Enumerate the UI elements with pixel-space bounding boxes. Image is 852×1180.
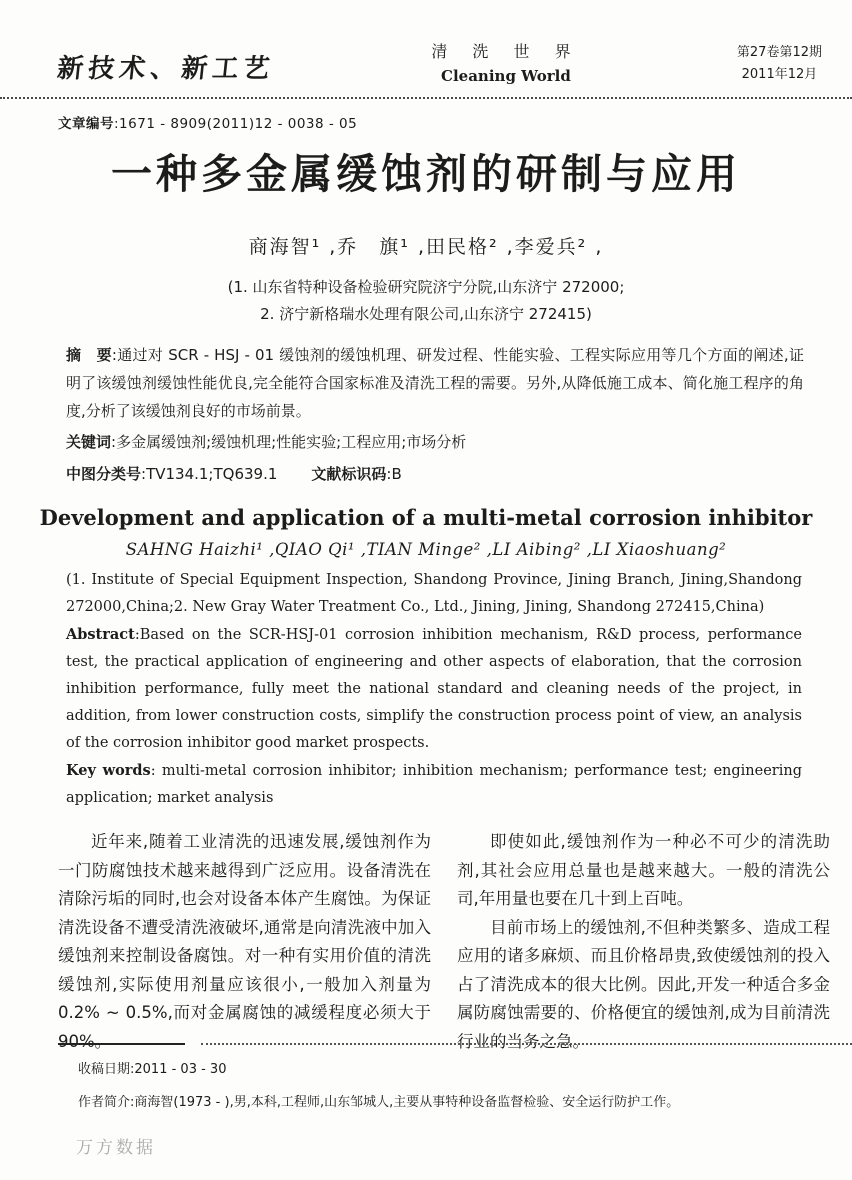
clc-value: :TV134.1;TQ639.1 — [141, 465, 278, 483]
affiliations-cn — [0, 274, 852, 328]
footnote-divider — [58, 1043, 852, 1045]
body-right-paragraph-1: 即使如此,缓蚀剂作为一种必不可少的清洗助剂,其社会应用总量也是越来越大。一般的清洗公司,年用量也要在几十到上百吨。 — [457, 832, 830, 908]
keywords-en-label: Key words — [66, 762, 151, 779]
abstract-en-text: :Based on the SCR-HSJ-01 corrosion inhibition mechanism, R&D process, performance test, the practical application of engineering and other aspects of elaboration, that the corrosion inhibition performance, fully meet the national standard and cleaning needs of the project, in addition, from lower construction costs, simplify the construction process point of view, an analysis of the corrosion inhibitor good market prospects. — [66, 627, 802, 751]
body-columns — [58, 828, 830, 1056]
keywords-cn — [66, 428, 804, 456]
author-bio: 作者简介:商海智(1973 - ),男,本科,工程师,山东邹城人,主要从事特种设备监督检验、安全运行防护工作。 — [78, 1095, 680, 1110]
doc-code-label: 文献标识码 — [311, 465, 387, 483]
abstract-en — [66, 621, 802, 757]
clc-label: 中图分类号 — [66, 465, 142, 483]
authors-en: SAHNG Haizhi¹ ,QIAO Qi¹ ,TIAN Minge² ,LI Aibing² ,LI Xiaoshuang² — [125, 540, 727, 559]
keywords-en — [66, 757, 802, 812]
article-number-value: :1671 - 8909(2011)12 - 0038 - 05 — [114, 116, 358, 132]
issue-date: 2011年12月 — [741, 67, 818, 82]
wanfang-watermark: 万方数据 — [76, 1138, 156, 1158]
abstract-en-label: Abstract — [66, 626, 135, 643]
affiliation-cn-1: (1. 山东省特种设备检验研究院济宁分院,山东济宁 272000; — [227, 278, 625, 296]
affiliation-en: (1. Institute of Special Equipment Inspection, Shandong Province, Jining Branch, Jining,Shandong 272000,China;2. New Gray Water Treatment Co., Ltd., Jining, Jining, Shandong 272415,China) — [66, 572, 802, 615]
authors-cn: 商海智¹ ,乔 旗¹ ,田民格² ,李爱兵² , — [248, 236, 604, 258]
article-number-line — [58, 112, 852, 132]
doc-code-value: :B — [386, 465, 402, 483]
journal-name-block — [431, 40, 580, 88]
issue-info — [737, 40, 822, 86]
body-right-paragraph-2: 目前市场上的缓蚀剂,不但种类繁多、造成工程应用的诸多麻烦、而且价格昂贵,致使缓蚀剂的投入占了清洗成本的很大比例。因此,开发一种适合多金属防腐蚀需要的、价格便宜的缓蚀剂,成为目前清洗行业的当务之急。 — [457, 917, 830, 1051]
received-date: 收稿日期:2011 - 03 - 30 — [78, 1062, 227, 1077]
keywords-cn-text: :多金属缓蚀剂;缓蚀机理;性能实验;工程应用;市场分析 — [111, 433, 467, 451]
journal-name-en: Cleaning World — [441, 67, 571, 85]
body-column-left — [58, 828, 431, 1056]
paper-title-en: Development and application of a multi-metal corrosion inhibitor — [39, 505, 813, 530]
masthead-brand: 新技术、新工艺 — [55, 54, 276, 84]
abstract-cn-text: :通过对 SCR - HSJ - 01 缓蚀剂的缓蚀机理、研发过程、性能实验、工程实际应用等几个方面的阐述,证明了该缓蚀剂缓蚀性能优良,完全能符合国家标准及清洗工程的需要。另外,从降低施工成本、简化施工程序的角度,分析了该缓蚀剂良好的市场前景。 — [66, 346, 804, 420]
keywords-cn-label: 关键词 — [66, 433, 112, 451]
journal-name-cn: 清 洗 世 界 — [431, 42, 581, 61]
body-column-right — [457, 828, 830, 1056]
journal-masthead — [0, 0, 852, 88]
body-left-paragraph-1: 近年来,随着工业清洗的迅速发展,缓蚀剂作为一门防腐蚀技术越来越得到广泛应用。设备清洗在清除污垢的同时,也会对设备本体产生腐蚀。为保证清洗设备不遭受清洗液破坏,通常是向清洗液中加入缓蚀剂来控制设备腐蚀。对一种有实用价值的清洗缓蚀剂,实际使用剂量应该很小,一般加入剂量为 0.2% ~ 0.5%,而对金属腐蚀的减缓程度必须大于 90%。 — [58, 832, 431, 1051]
footnote-divider-dotted — [201, 1043, 852, 1045]
paper-title-cn: 一种多金属缓蚀剂的研制与应用 — [111, 150, 741, 198]
masthead-divider — [0, 97, 852, 99]
abstract-cn-label: 摘 要 — [66, 346, 112, 364]
keywords-en-text: : multi-metal corrosion inhibitor; inhibition mechanism; performance test; engineering application; market analysis — [66, 763, 802, 806]
article-number-label: 文章编号 — [58, 116, 114, 132]
abstract-cn — [66, 341, 804, 425]
classification-line — [66, 460, 804, 488]
affiliation-cn-2: 2. 济宁新格瑞水处理有限公司,山东济宁 272415) — [260, 305, 592, 323]
footnote-divider-solid — [58, 1043, 185, 1045]
issue-number: 第27卷第12期 — [736, 45, 822, 60]
